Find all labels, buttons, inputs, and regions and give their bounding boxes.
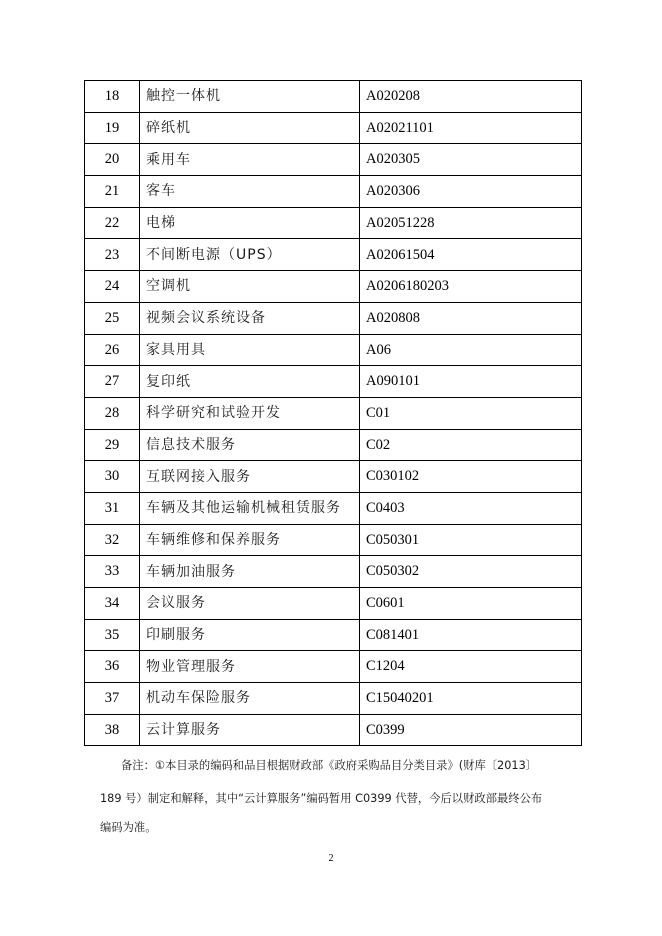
item-number: 36 [85, 651, 140, 683]
item-code: C0399 [360, 714, 582, 746]
remark-line-2: 189 号）制定和解释，其中“云计算服务”编码暂用 C0399 代替，今后以财政部最终公布 [100, 792, 543, 805]
table-row [85, 112, 582, 144]
item-code: A02021101 [360, 112, 582, 144]
item-number: 25 [85, 302, 140, 334]
item-code: A020305 [360, 144, 582, 176]
item-code: A020208 [360, 81, 582, 113]
item-name: 不间断电源（UPS） [140, 239, 360, 271]
table-row [85, 683, 582, 715]
item-code: A020808 [360, 302, 582, 334]
item-name: 客车 [140, 176, 360, 208]
item-code: C030102 [360, 461, 582, 493]
item-number: 28 [85, 397, 140, 429]
table-row [85, 144, 582, 176]
item-name: 触控一体机 [140, 81, 360, 113]
table-row [85, 492, 582, 524]
item-number: 30 [85, 461, 140, 493]
item-number: 21 [85, 176, 140, 208]
item-code: C050301 [360, 524, 582, 556]
item-name: 会议服务 [140, 588, 360, 620]
item-name: 碎纸机 [140, 112, 360, 144]
item-number: 35 [85, 619, 140, 651]
item-name: 家具用具 [140, 334, 360, 366]
item-code: A020306 [360, 176, 582, 208]
item-code: A090101 [360, 366, 582, 398]
item-code: C0601 [360, 588, 582, 620]
catalog-table-body [85, 81, 582, 746]
table-row [85, 207, 582, 239]
table-row [85, 334, 582, 366]
item-number: 32 [85, 524, 140, 556]
item-number: 19 [85, 112, 140, 144]
item-code: C02 [360, 429, 582, 461]
item-number: 37 [85, 683, 140, 715]
item-code: A0206180203 [360, 271, 582, 303]
table-row [85, 81, 582, 113]
item-name: 车辆及其他运输机械租赁服务 [140, 492, 360, 524]
item-name: 车辆维修和保养服务 [140, 524, 360, 556]
table-row [85, 588, 582, 620]
page-number: 2 [328, 853, 334, 864]
item-code: C0403 [360, 492, 582, 524]
table-row [85, 429, 582, 461]
item-number: 22 [85, 207, 140, 239]
table-row [85, 397, 582, 429]
item-code: C1204 [360, 651, 582, 683]
item-name: 乘用车 [140, 144, 360, 176]
item-number: 33 [85, 556, 140, 588]
item-number: 34 [85, 588, 140, 620]
item-code: C050302 [360, 556, 582, 588]
item-name: 机动车保险服务 [140, 683, 360, 715]
table-row [85, 651, 582, 683]
item-code: C081401 [360, 619, 582, 651]
table-row [85, 302, 582, 334]
item-number: 29 [85, 429, 140, 461]
table-row [85, 619, 582, 651]
item-code: C01 [360, 397, 582, 429]
item-name: 复印纸 [140, 366, 360, 398]
item-code: A02061504 [360, 239, 582, 271]
table-row [85, 176, 582, 208]
item-number: 24 [85, 271, 140, 303]
catalog-table [84, 80, 582, 746]
item-code: A06 [360, 334, 582, 366]
table-row [85, 366, 582, 398]
item-name: 车辆加油服务 [140, 556, 360, 588]
item-number: 26 [85, 334, 140, 366]
item-number: 38 [85, 714, 140, 746]
item-number: 27 [85, 366, 140, 398]
item-name: 信息技术服务 [140, 429, 360, 461]
item-name: 印刷服务 [140, 619, 360, 651]
table-row [85, 239, 582, 271]
table-row [85, 461, 582, 493]
remark-line-3: 编码为准。 [100, 821, 157, 834]
table-row [85, 556, 582, 588]
table-row [85, 271, 582, 303]
item-name: 科学研究和试验开发 [140, 397, 360, 429]
item-number: 20 [85, 144, 140, 176]
table-row [85, 524, 582, 556]
item-name: 云计算服务 [140, 714, 360, 746]
item-number: 18 [85, 81, 140, 113]
item-name: 物业管理服务 [140, 651, 360, 683]
item-name: 电梯 [140, 207, 360, 239]
item-code: C15040201 [360, 683, 582, 715]
item-number: 23 [85, 239, 140, 271]
item-name: 互联网接入服务 [140, 461, 360, 493]
item-name: 空调机 [140, 271, 360, 303]
remark-line-1: 备注：①本目录的编码和品目根据财政部《政府采购品目分类目录》(财库〔2013〕 [121, 759, 538, 772]
item-code: A02051228 [360, 207, 582, 239]
item-name: 视频会议系统设备 [140, 302, 360, 334]
item-number: 31 [85, 492, 140, 524]
table-row [85, 714, 582, 746]
